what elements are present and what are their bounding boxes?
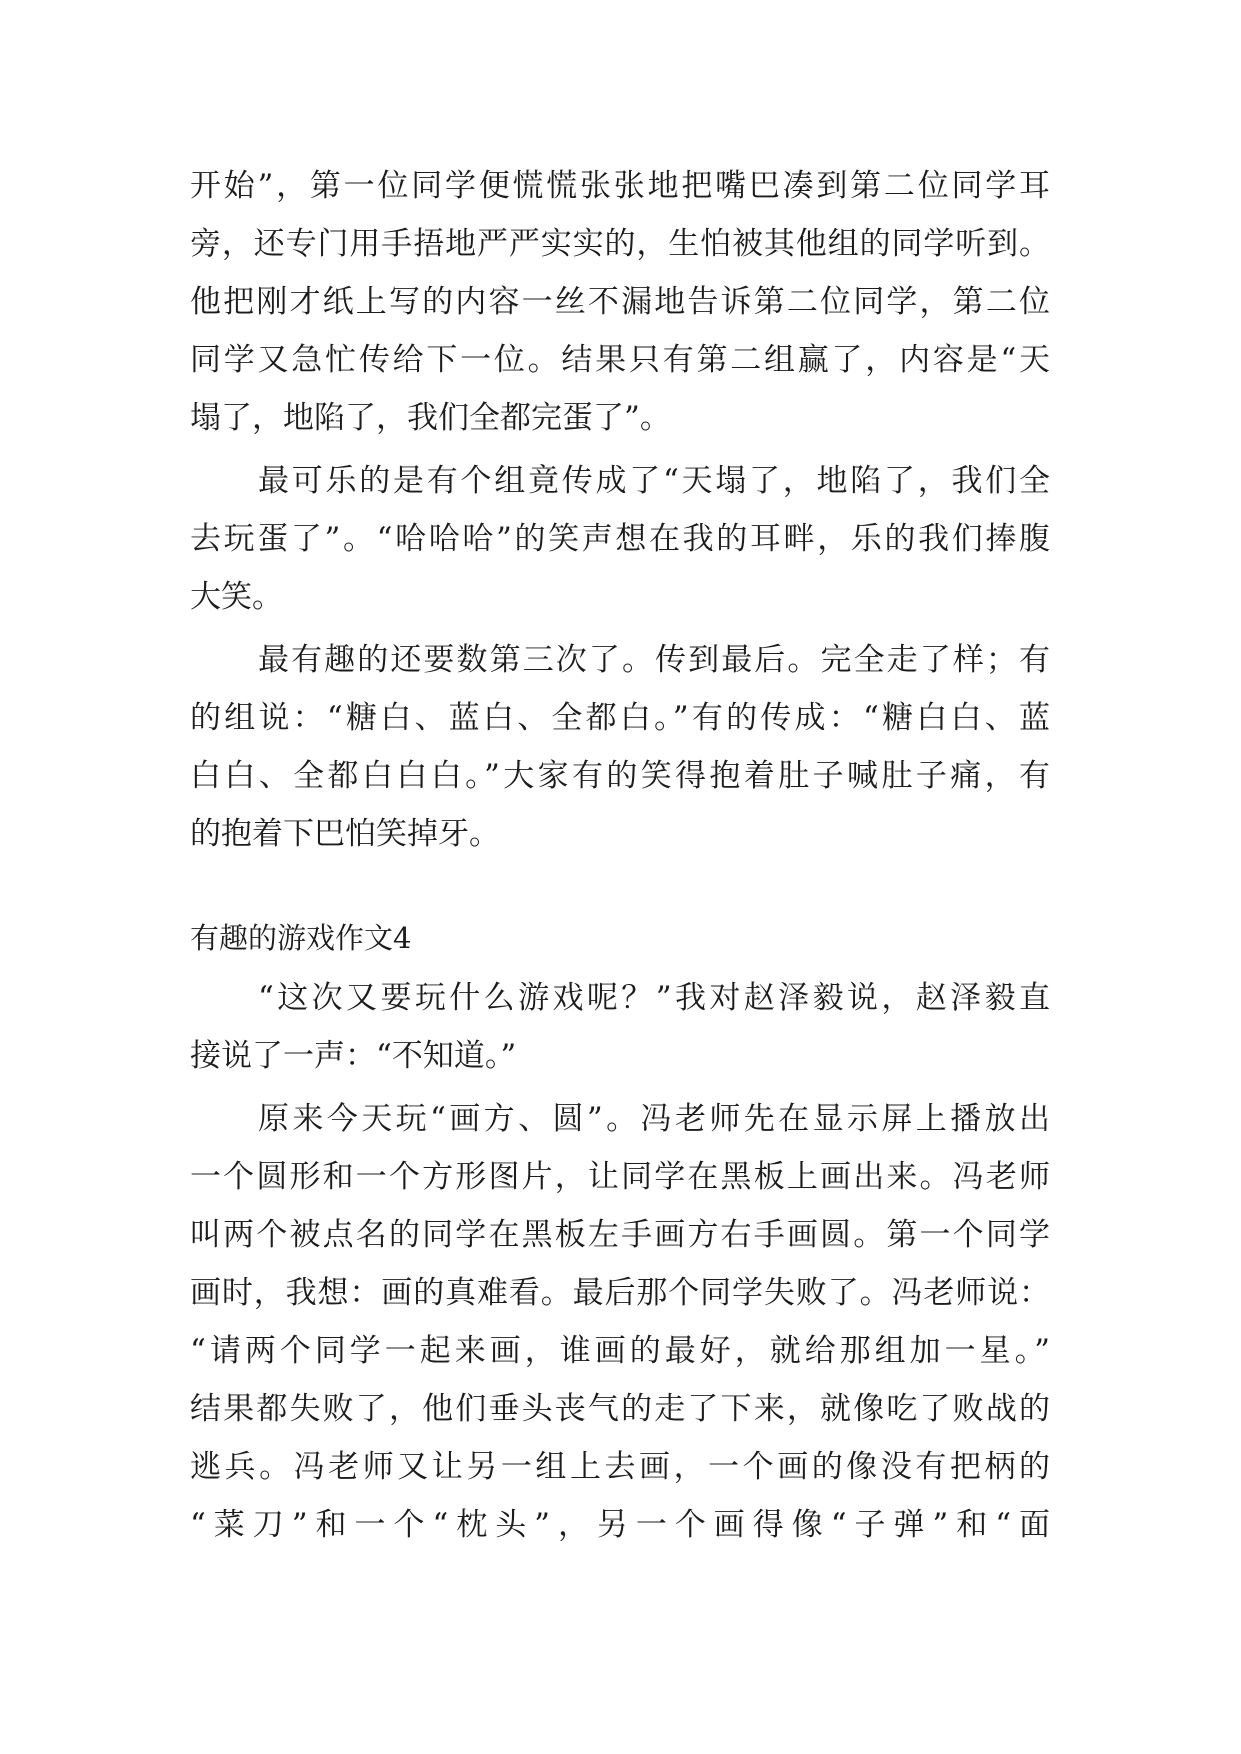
paragraph-line: 他把刚才纸上写的内容一丝不漏地告诉第二位同学，第二位 [190,284,1050,320]
paragraph-line: 旁，还专门用手捂地严严实实的，生怕被其他组的同学听到。 [190,226,1050,262]
paragraph-line: 的抱着下巴怕笑掉牙。 [190,816,500,852]
paragraph-line: 结果都失败了，他们垂头丧气的走了下来，就像吃了败战的 [190,1391,1050,1427]
paragraph-line: 画时，我想：画的真难看。最后那个同学失败了。冯老师说： [190,1275,1050,1311]
paragraph-line: 接说了一声：“不知道。” [190,1038,517,1074]
paragraph-line: 最可乐的是有个组竟传成了“天塌了，地陷了，我们全 [258,463,1050,499]
paragraph-line: 开始”，第一位同学便慌慌张张地把嘴巴凑到第二位同学耳 [190,168,1050,204]
paragraph-line: “菜刀”和一个“枕头”，另一个画得像“子弹”和“面 [190,1507,1050,1543]
paragraph-line: 最有趣的还要数第三次了。传到最后。完全走了样；有 [258,642,1050,678]
paragraph-line: 去玩蛋了”。“哈哈哈”的笑声想在我的耳畔，乐的我们捧腹 [190,521,1050,557]
paragraph-line: 的组说：“糖白、蓝白、全都白。”有的传成：“糖白白、蓝 [190,700,1050,736]
paragraph-line: 原来今天玩“画方、圆”。冯老师先在显示屏上播放出 [258,1101,1050,1137]
paragraph-line: 白白、全都白白白。”大家有的笑得抱着肚子喊肚子痛，有 [190,758,1050,794]
paragraph-line: 叫两个被点名的同学在黑板左手画方右手画圆。第一个同学 [190,1217,1050,1253]
paragraph-line: 大笑。 [190,579,283,615]
paragraph-line: “这次又要玩什么游戏呢？”我对赵泽毅说，赵泽毅直 [258,980,1050,1016]
paragraph-line: 同学又急忙传给下一位。结果只有第二组赢了，内容是“天 [190,342,1050,378]
paragraph-line: 一个圆形和一个方形图片，让同学在黑板上画出来。冯老师 [190,1159,1050,1195]
section-title: 有趣的游戏作文4 [190,921,412,955]
paragraph-line: “请两个同学一起来画，谁画的最好，就给那组加一星。” [190,1333,1050,1369]
paragraph-line: 逃兵。冯老师又让另一组上去画，一个画的像没有把柄的 [190,1449,1050,1485]
paragraph-line: 塌了，地陷了，我们全都完蛋了”。 [190,400,671,436]
